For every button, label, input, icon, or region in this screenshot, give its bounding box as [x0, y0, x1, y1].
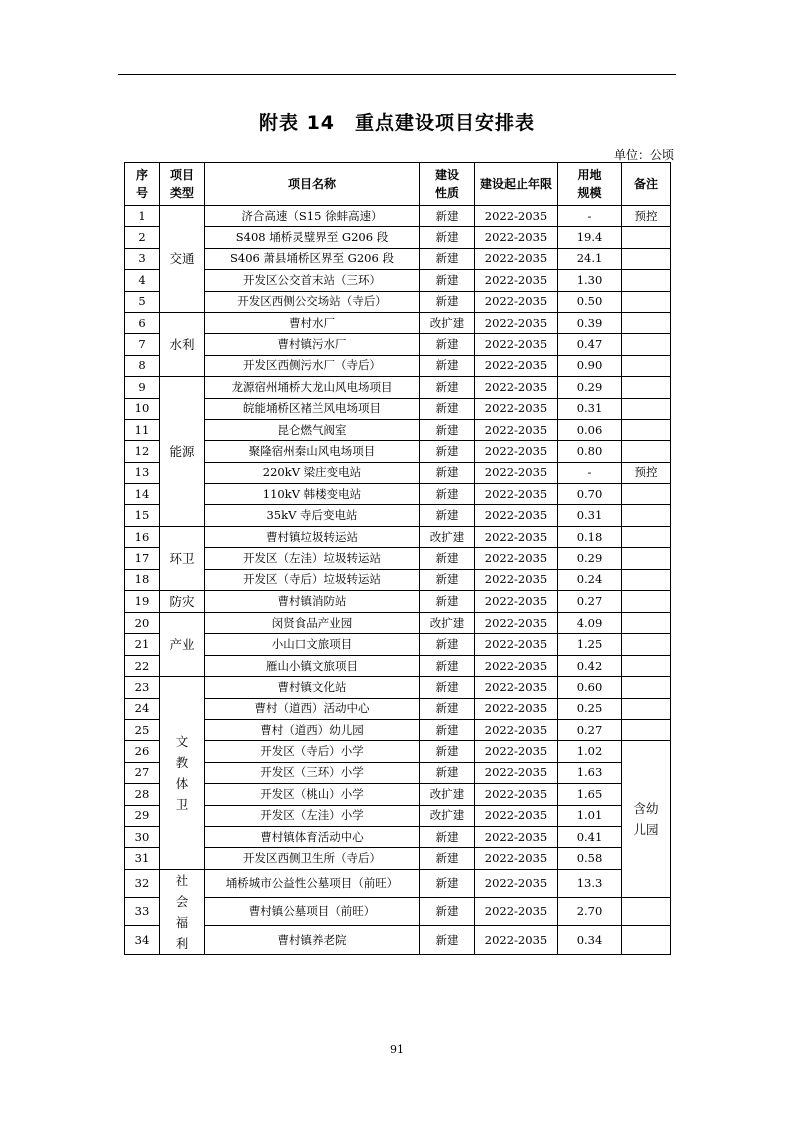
cell-area: 1.63	[558, 762, 622, 783]
table-row	[125, 505, 671, 526]
cell-nature: 新建	[420, 741, 475, 762]
cell-area: -	[558, 462, 622, 483]
table-row	[125, 698, 671, 719]
cell-area: 19.4	[558, 227, 622, 248]
cell-note	[622, 898, 671, 926]
cell-nature: 新建	[420, 848, 475, 869]
cell-area: 0.25	[558, 698, 622, 719]
cell-name: 曹村镇体育活动中心	[205, 826, 420, 847]
cell-note	[622, 227, 671, 248]
cell-name: 曹村镇污水厂	[205, 334, 420, 355]
cell-note	[622, 312, 671, 333]
cell-area: 0.50	[558, 291, 622, 312]
table-row	[125, 591, 671, 613]
table-row	[125, 206, 671, 227]
cell-category: 环卫	[160, 526, 205, 590]
cell-nature: 新建	[420, 334, 475, 355]
cell-seq: 9	[125, 377, 160, 398]
cell-name: 开发区公交首末站（三环）	[205, 270, 420, 291]
cell-seq: 4	[125, 270, 160, 291]
page-title: 附表 14 重点建设项目安排表	[258, 112, 536, 134]
cell-nature: 新建	[420, 270, 475, 291]
cell-note	[622, 926, 671, 954]
cell-seq: 1	[125, 206, 160, 227]
cell-note	[622, 569, 671, 590]
cell-period: 2022-2035	[475, 419, 558, 440]
table-row	[125, 248, 671, 269]
cell-period: 2022-2035	[475, 805, 558, 826]
cell-area: 1.65	[558, 784, 622, 805]
table-row	[125, 655, 671, 676]
cell-note	[622, 334, 671, 355]
header-period: 建设起止年限	[475, 163, 558, 206]
cell-area: 0.31	[558, 505, 622, 526]
cell-note	[622, 398, 671, 419]
cell-name: 埇桥城市公益性公墓项目（前旺）	[205, 869, 420, 897]
cell-period: 2022-2035	[475, 505, 558, 526]
cell-area: 0.29	[558, 377, 622, 398]
cell-nature: 新建	[420, 698, 475, 719]
cell-note	[622, 270, 671, 291]
cell-nature: 新建	[420, 719, 475, 740]
cell-seq: 25	[125, 719, 160, 740]
table-row	[125, 826, 671, 847]
cell-seq: 26	[125, 741, 160, 762]
cell-category: 防灾	[160, 591, 205, 613]
cell-name: 开发区（三环）小学	[205, 762, 420, 783]
cell-seq: 19	[125, 591, 160, 613]
table-row	[125, 548, 671, 569]
cell-name: 皖能埇桥区褚兰风电场项目	[205, 398, 420, 419]
header-nature: 建设性质	[420, 163, 475, 206]
cell-name: 龙源宿州埇桥大龙山风电场项目	[205, 377, 420, 398]
cell-area: 1.30	[558, 270, 622, 291]
cell-name: 开发区（左洼）小学	[205, 805, 420, 826]
cell-nature: 新建	[420, 548, 475, 569]
header-type: 项目类型	[160, 163, 205, 206]
cell-nature: 新建	[420, 869, 475, 897]
cell-name: 曹村（道西）幼儿园	[205, 719, 420, 740]
cell-area: 0.60	[558, 677, 622, 698]
cell-seq: 2	[125, 227, 160, 248]
cell-area: 0.29	[558, 548, 622, 569]
cell-note	[622, 355, 671, 376]
cell-name: 开发区（寺后）小学	[205, 741, 420, 762]
cell-note: 预控	[622, 206, 671, 227]
cell-nature: 新建	[420, 377, 475, 398]
cell-nature: 新建	[420, 419, 475, 440]
table-row	[125, 719, 671, 740]
cell-name: 闵贤食品产业园	[205, 613, 420, 634]
cell-seq: 22	[125, 655, 160, 676]
cell-area: 0.41	[558, 826, 622, 847]
cell-period: 2022-2035	[475, 741, 558, 762]
cell-area: 0.90	[558, 355, 622, 376]
cell-area: 0.31	[558, 398, 622, 419]
cell-name: 110kV 韩楼变电站	[205, 484, 420, 505]
cell-note	[622, 655, 671, 676]
cell-area: 0.39	[558, 312, 622, 333]
cell-note	[622, 441, 671, 462]
cell-nature: 新建	[420, 355, 475, 376]
header-area: 用地规模	[558, 163, 622, 206]
cell-period: 2022-2035	[475, 898, 558, 926]
cell-category: 文教体卫	[160, 677, 205, 870]
cell-period: 2022-2035	[475, 784, 558, 805]
cell-note	[622, 248, 671, 269]
cell-nature: 新建	[420, 291, 475, 312]
cell-area: 0.70	[558, 484, 622, 505]
cell-seq: 3	[125, 248, 160, 269]
cell-seq: 15	[125, 505, 160, 526]
table-row	[125, 869, 671, 897]
cell-name: 开发区西侧卫生所（寺后）	[205, 848, 420, 869]
cell-note	[622, 719, 671, 740]
table-row	[125, 634, 671, 655]
cell-area: 2.70	[558, 898, 622, 926]
cell-category: 水利	[160, 312, 205, 376]
cell-name: 雁山小镇文旅项目	[205, 655, 420, 676]
table-row	[125, 441, 671, 462]
cell-period: 2022-2035	[475, 655, 558, 676]
cell-name: 开发区（桃山）小学	[205, 784, 420, 805]
cell-seq: 17	[125, 548, 160, 569]
cell-period: 2022-2035	[475, 634, 558, 655]
table-row	[125, 805, 671, 826]
cell-name: 曹村水厂	[205, 312, 420, 333]
cell-period: 2022-2035	[475, 484, 558, 505]
header-name: 项目名称	[205, 163, 420, 206]
table-row	[125, 613, 671, 634]
cell-seq: 5	[125, 291, 160, 312]
cell-area: -	[558, 206, 622, 227]
cell-note	[622, 419, 671, 440]
table-row	[125, 898, 671, 926]
cell-nature: 新建	[420, 569, 475, 590]
cell-seq: 31	[125, 848, 160, 869]
cell-nature: 新建	[420, 634, 475, 655]
table-row	[125, 741, 671, 762]
cell-period: 2022-2035	[475, 719, 558, 740]
cell-nature: 新建	[420, 655, 475, 676]
cell-note	[622, 291, 671, 312]
cell-nature: 新建	[420, 505, 475, 526]
cell-name: 曹村镇公墓项目（前旺）	[205, 898, 420, 926]
cell-seq: 32	[125, 869, 160, 897]
table-row	[125, 377, 671, 398]
cell-nature: 新建	[420, 826, 475, 847]
table-row	[125, 677, 671, 698]
table-row	[125, 291, 671, 312]
cell-name: 开发区西侧公交场站（寺后）	[205, 291, 420, 312]
cell-period: 2022-2035	[475, 227, 558, 248]
cell-seq: 21	[125, 634, 160, 655]
cell-area: 0.34	[558, 926, 622, 954]
table-row	[125, 569, 671, 590]
cell-area: 0.27	[558, 591, 622, 613]
cell-period: 2022-2035	[475, 377, 558, 398]
cell-nature: 新建	[420, 591, 475, 613]
cell-name: 曹村镇垃圾转运站	[205, 526, 420, 547]
table-row	[125, 270, 671, 291]
table-row	[125, 526, 671, 547]
cell-name: S406 萧县埇桥区界至 G206 段	[205, 248, 420, 269]
cell-seq: 29	[125, 805, 160, 826]
cell-name: 小山口文旅项目	[205, 634, 420, 655]
cell-nature: 新建	[420, 441, 475, 462]
cell-period: 2022-2035	[475, 441, 558, 462]
cell-note	[622, 698, 671, 719]
cell-name: 曹村（道西）活动中心	[205, 698, 420, 719]
cell-seq: 16	[125, 526, 160, 547]
cell-period: 2022-2035	[475, 398, 558, 419]
cell-seq: 34	[125, 926, 160, 954]
cell-nature: 新建	[420, 762, 475, 783]
cell-name: 昆仑燃气阀室	[205, 419, 420, 440]
cell-note	[622, 484, 671, 505]
table-row	[125, 784, 671, 805]
cell-period: 2022-2035	[475, 334, 558, 355]
cell-name: 曹村镇文化站	[205, 677, 420, 698]
cell-area: 0.47	[558, 334, 622, 355]
table-row	[125, 462, 671, 483]
cell-note	[622, 526, 671, 547]
cell-period: 2022-2035	[475, 677, 558, 698]
cell-period: 2022-2035	[475, 248, 558, 269]
cell-seq: 8	[125, 355, 160, 376]
cell-area: 0.80	[558, 441, 622, 462]
cell-note	[622, 591, 671, 613]
table-row	[125, 227, 671, 248]
cell-period: 2022-2035	[475, 869, 558, 897]
cell-name: 220kV 梁庄变电站	[205, 462, 420, 483]
cell-seq: 33	[125, 898, 160, 926]
table-row	[125, 419, 671, 440]
cell-seq: 7	[125, 334, 160, 355]
cell-area: 13.3	[558, 869, 622, 897]
cell-nature: 新建	[420, 926, 475, 954]
cell-seq: 20	[125, 613, 160, 634]
cell-nature: 改扩建	[420, 526, 475, 547]
cell-name: 曹村镇消防站	[205, 591, 420, 613]
cell-name: 开发区西侧污水厂（寺后）	[205, 355, 420, 376]
cell-category: 能源	[160, 377, 205, 527]
cell-nature: 新建	[420, 398, 475, 419]
cell-seq: 30	[125, 826, 160, 847]
cell-period: 2022-2035	[475, 848, 558, 869]
cell-name: 曹村镇养老院	[205, 926, 420, 954]
cell-area: 0.24	[558, 569, 622, 590]
table-row	[125, 848, 671, 869]
projects-table	[124, 162, 671, 955]
header-seq: 序号	[125, 163, 160, 206]
cell-note	[622, 613, 671, 634]
cell-note	[622, 377, 671, 398]
cell-period: 2022-2035	[475, 569, 558, 590]
cell-seq: 28	[125, 784, 160, 805]
cell-note	[622, 505, 671, 526]
cell-seq: 24	[125, 698, 160, 719]
cell-period: 2022-2035	[475, 355, 558, 376]
table-row	[125, 312, 671, 333]
cell-period: 2022-2035	[475, 591, 558, 613]
cell-seq: 27	[125, 762, 160, 783]
cell-period: 2022-2035	[475, 526, 558, 547]
cell-area: 0.58	[558, 848, 622, 869]
cell-nature: 新建	[420, 227, 475, 248]
cell-nature: 改扩建	[420, 784, 475, 805]
cell-category: 产业	[160, 613, 205, 677]
cell-seq: 6	[125, 312, 160, 333]
table-row	[125, 355, 671, 376]
cell-name: 开发区（寺后）垃圾转运站	[205, 569, 420, 590]
cell-period: 2022-2035	[475, 206, 558, 227]
cell-nature: 新建	[420, 248, 475, 269]
cell-period: 2022-2035	[475, 462, 558, 483]
cell-seq: 13	[125, 462, 160, 483]
cell-name: 济合高速（S15 徐蚌高速）	[205, 206, 420, 227]
table-body	[125, 206, 671, 955]
cell-period: 2022-2035	[475, 270, 558, 291]
cell-note-merged: 含幼儿园	[622, 741, 671, 898]
cell-nature: 新建	[420, 206, 475, 227]
cell-area: 0.06	[558, 419, 622, 440]
cell-note: 预控	[622, 462, 671, 483]
cell-period: 2022-2035	[475, 698, 558, 719]
cell-seq: 14	[125, 484, 160, 505]
cell-name: 开发区（左洼）垃圾转运站	[205, 548, 420, 569]
cell-area: 1.25	[558, 634, 622, 655]
cell-category: 社会福利	[160, 869, 205, 954]
cell-name: 35kV 寺后变电站	[205, 505, 420, 526]
table-row	[125, 484, 671, 505]
cell-nature: 改扩建	[420, 805, 475, 826]
table-row	[125, 398, 671, 419]
cell-area: 4.09	[558, 613, 622, 634]
cell-period: 2022-2035	[475, 613, 558, 634]
cell-nature: 新建	[420, 484, 475, 505]
cell-area: 0.18	[558, 526, 622, 547]
cell-seq: 23	[125, 677, 160, 698]
cell-seq: 10	[125, 398, 160, 419]
cell-area: 1.02	[558, 741, 622, 762]
cell-area: 0.27	[558, 719, 622, 740]
table-row	[125, 762, 671, 783]
table-row	[125, 334, 671, 355]
unit-label: 单位：公顷	[613, 148, 674, 162]
cell-nature: 新建	[420, 898, 475, 926]
cell-period: 2022-2035	[475, 926, 558, 954]
cell-note	[622, 634, 671, 655]
header-rule	[118, 74, 676, 75]
cell-note	[622, 548, 671, 569]
cell-note	[622, 677, 671, 698]
page-number: 91	[390, 1043, 404, 1056]
cell-name: 聚隆宿州秦山风电场项目	[205, 441, 420, 462]
cell-nature: 新建	[420, 462, 475, 483]
table-header-row	[125, 163, 671, 206]
cell-area: 24.1	[558, 248, 622, 269]
cell-seq: 18	[125, 569, 160, 590]
cell-nature: 改扩建	[420, 312, 475, 333]
cell-seq: 12	[125, 441, 160, 462]
cell-area: 1.01	[558, 805, 622, 826]
cell-nature: 新建	[420, 677, 475, 698]
cell-name: S408 埇桥灵璧界至 G206 段	[205, 227, 420, 248]
cell-nature: 改扩建	[420, 613, 475, 634]
table-row	[125, 926, 671, 954]
cell-category: 交通	[160, 206, 205, 313]
cell-period: 2022-2035	[475, 291, 558, 312]
cell-period: 2022-2035	[475, 548, 558, 569]
cell-period: 2022-2035	[475, 826, 558, 847]
cell-seq: 11	[125, 419, 160, 440]
cell-period: 2022-2035	[475, 312, 558, 333]
cell-area: 0.42	[558, 655, 622, 676]
cell-period: 2022-2035	[475, 762, 558, 783]
header-note: 备注	[622, 163, 671, 206]
